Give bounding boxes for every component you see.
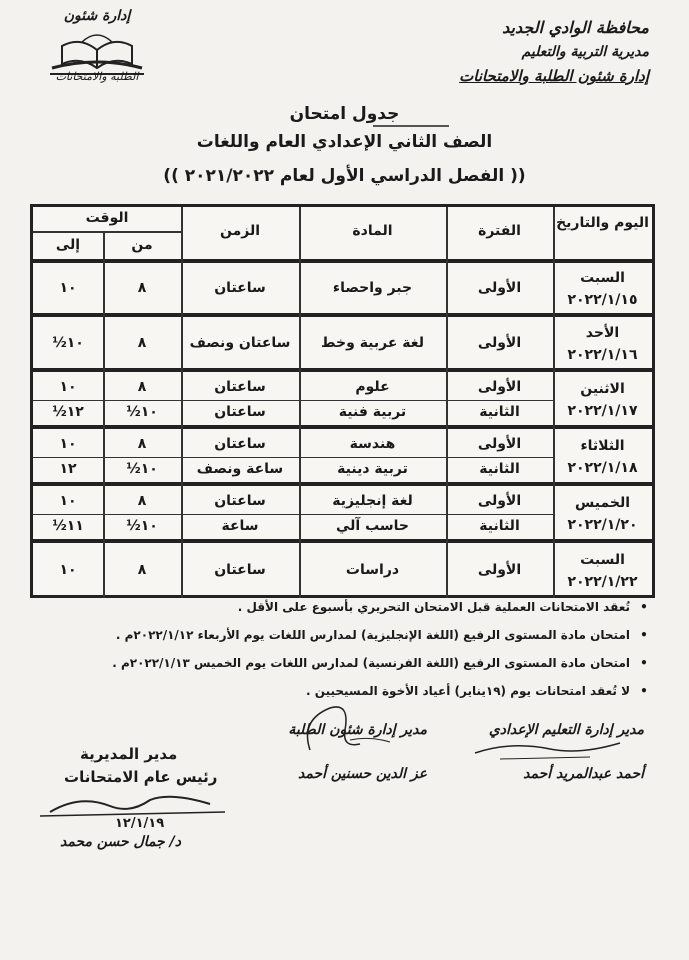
logo-title: إدارة شئون bbox=[63, 8, 131, 24]
day-cell bbox=[553, 549, 652, 593]
from-cell: ٨ bbox=[137, 335, 147, 351]
department-name: إدارة شئون الطلبة والامتحانات bbox=[459, 67, 649, 85]
day-name: الاثنين bbox=[580, 381, 625, 397]
subject-cell: دراسات bbox=[345, 562, 400, 578]
period-cell: الأولى bbox=[477, 379, 522, 395]
period-cell: الأولى bbox=[477, 436, 522, 452]
header-subject: المادة bbox=[352, 223, 393, 239]
director-sign-date: ١٢/١/١٩ bbox=[115, 816, 165, 831]
duration-cell: ساعتان bbox=[214, 436, 266, 452]
to-cell: ١٠ bbox=[59, 379, 77, 395]
grade-title: الصف الثاني الإعدادي العام واللغات bbox=[196, 132, 493, 152]
day-cell bbox=[553, 267, 652, 311]
note-item bbox=[40, 628, 650, 642]
bullet-icon: • bbox=[640, 656, 648, 670]
subject-cell: علوم bbox=[355, 379, 390, 395]
subject-cell: لغة إنجليزية bbox=[332, 493, 413, 509]
to-cell: ١٠ bbox=[59, 562, 77, 578]
to-cell: ١٠ bbox=[59, 493, 77, 509]
row-divider bbox=[33, 400, 553, 402]
duration-cell: ساعتان bbox=[214, 403, 266, 420]
affairs-signature-icon bbox=[290, 700, 410, 760]
director-title: مدير المديرية bbox=[80, 745, 178, 763]
governorate-name: محافظة الوادي الجديد bbox=[502, 18, 649, 37]
day-cell bbox=[553, 435, 652, 479]
duration-cell: ساعتان bbox=[214, 280, 266, 296]
day-date: ٢٠٢٢/١/٢٠ bbox=[567, 517, 638, 533]
column-divider bbox=[446, 207, 448, 598]
period-cell: الأولى bbox=[477, 280, 522, 296]
logo-subtitle: الطلبة والامتحانات bbox=[55, 70, 139, 83]
day-name: السبت bbox=[580, 270, 625, 286]
day-name: السبت bbox=[580, 552, 625, 568]
subject-cell: جبر واحصاء bbox=[332, 280, 413, 296]
from-cell: ١٠½ bbox=[126, 403, 158, 420]
note-text: امتحان مادة المستوى الرفيع (اللغة الإنجليزية) لمدارس اللغات يوم الأربعاء ٢٠٢٢/١/١٢م . bbox=[115, 628, 630, 642]
header-duration: الزمن bbox=[219, 223, 261, 239]
exam-schedule-table bbox=[30, 204, 655, 598]
day-separator bbox=[33, 482, 652, 486]
column-divider bbox=[299, 207, 301, 598]
header-to: إلى bbox=[55, 237, 81, 253]
row-divider bbox=[33, 457, 553, 459]
day-separator bbox=[33, 368, 652, 372]
to-cell: ١٠ bbox=[59, 436, 77, 452]
duration-cell: ساعتان bbox=[214, 562, 266, 578]
duration-cell: ساعتان ونصف bbox=[189, 335, 291, 351]
day-date: ٢٠٢٢/١/١٥ bbox=[567, 292, 638, 308]
day-separator bbox=[33, 313, 652, 317]
note-item bbox=[40, 600, 650, 614]
day-cell bbox=[553, 378, 652, 422]
period-cell: الثانية bbox=[479, 403, 520, 420]
to-cell: ١١½ bbox=[52, 517, 84, 534]
note-text: امتحان مادة المستوى الرفيع (اللغة الفرنسية) لمدارس اللغات يوم الخميس ٢٠٢٢/١/١٣م . bbox=[112, 656, 630, 670]
duration-cell: ساعتان bbox=[214, 379, 266, 395]
column-divider bbox=[103, 231, 105, 598]
from-cell: ١٠½ bbox=[126, 460, 158, 477]
period-cell: الثانية bbox=[479, 460, 520, 477]
doc-title: جدول امتحان bbox=[289, 104, 400, 124]
note-item bbox=[40, 656, 650, 670]
to-cell: ١٢ bbox=[59, 460, 77, 477]
affairs-manager-title: مدير إدارة شئون الطلبة bbox=[288, 722, 427, 738]
prep-manager-name: أحمد عبدالمريد أحمد bbox=[523, 766, 644, 782]
from-cell: ٨ bbox=[137, 436, 147, 452]
header-from: من bbox=[131, 237, 153, 253]
to-cell: ١٢½ bbox=[52, 403, 84, 420]
to-cell: ١٠ bbox=[59, 280, 77, 296]
day-cell bbox=[553, 322, 652, 366]
day-date: ٢٠٢٢/١/١٨ bbox=[567, 460, 638, 476]
row-divider bbox=[33, 231, 181, 233]
subject-cell: هندسة bbox=[349, 436, 396, 452]
day-separator bbox=[33, 259, 652, 263]
affairs-manager-name: عز الدين حسنين أحمد bbox=[298, 766, 427, 782]
from-cell: ٨ bbox=[137, 280, 147, 296]
note-text: تُعقد الامتحانات العملية قبل الامتحان التحريري بأسبوع على الأقل . bbox=[237, 600, 630, 614]
day-cell bbox=[553, 492, 652, 536]
term-title: (( الفصل الدراسي الأول لعام ٢٠٢١/٢٠٢٢ )) bbox=[163, 166, 526, 186]
day-date: ٢٠٢٢/١/٢٢ bbox=[567, 574, 638, 590]
bullet-icon: • bbox=[640, 628, 648, 642]
header-period: الفترة bbox=[478, 223, 521, 239]
column-divider bbox=[553, 207, 555, 598]
director-name: د/ جمال حسن محمد bbox=[60, 834, 181, 850]
day-separator bbox=[33, 539, 652, 543]
from-cell: ٨ bbox=[137, 379, 147, 395]
duration-cell: ساعة bbox=[221, 517, 259, 534]
period-cell: الأولى bbox=[477, 493, 522, 509]
subject-cell: تربية فنية bbox=[338, 403, 407, 420]
from-cell: ٨ bbox=[137, 562, 147, 578]
column-divider bbox=[181, 207, 183, 598]
day-name: الخميس bbox=[574, 495, 631, 511]
day-date: ٢٠٢٢/١/١٧ bbox=[567, 403, 638, 419]
period-cell: الأولى bbox=[477, 562, 522, 578]
subject-cell: لغة عربية وخط bbox=[321, 335, 424, 351]
bullet-icon: • bbox=[640, 600, 648, 614]
note-text: لا تُعقد امتحانات يوم (١٩يناير) أعياد الأخوة المسيحيين . bbox=[306, 684, 630, 698]
subject-cell: حاسب آلي bbox=[335, 517, 410, 534]
day-name: الثلاثاء bbox=[580, 438, 625, 454]
from-cell: ١٠½ bbox=[126, 517, 158, 534]
subject-cell: تربية دينية bbox=[337, 460, 408, 477]
header-day: اليوم والتاريخ bbox=[556, 215, 649, 231]
letterhead bbox=[419, 16, 649, 88]
directorate-name: مديرية التربية والتعليم bbox=[521, 44, 649, 60]
from-cell: ٨ bbox=[137, 493, 147, 509]
row-divider bbox=[33, 514, 553, 516]
duration-cell: ساعتان bbox=[214, 493, 266, 509]
note-item bbox=[40, 684, 650, 698]
prep-signature-icon bbox=[470, 735, 630, 765]
title-underline bbox=[373, 124, 449, 128]
day-separator bbox=[33, 425, 652, 429]
chief-examiner-title: رئيس عام الامتحانات bbox=[64, 768, 218, 786]
day-name: الأحد bbox=[585, 325, 620, 341]
day-date: ٢٠٢٢/١/١٦ bbox=[567, 347, 638, 363]
to-cell: ١٠½ bbox=[52, 335, 84, 351]
period-cell: الثانية bbox=[479, 517, 520, 534]
bullet-icon: • bbox=[640, 684, 648, 698]
duration-cell: ساعة ونصف bbox=[196, 460, 284, 477]
prep-manager-title: مدير إدارة التعليم الإعدادي bbox=[488, 722, 644, 738]
period-cell: الأولى bbox=[477, 335, 522, 351]
header-time: الوقت bbox=[85, 210, 129, 226]
